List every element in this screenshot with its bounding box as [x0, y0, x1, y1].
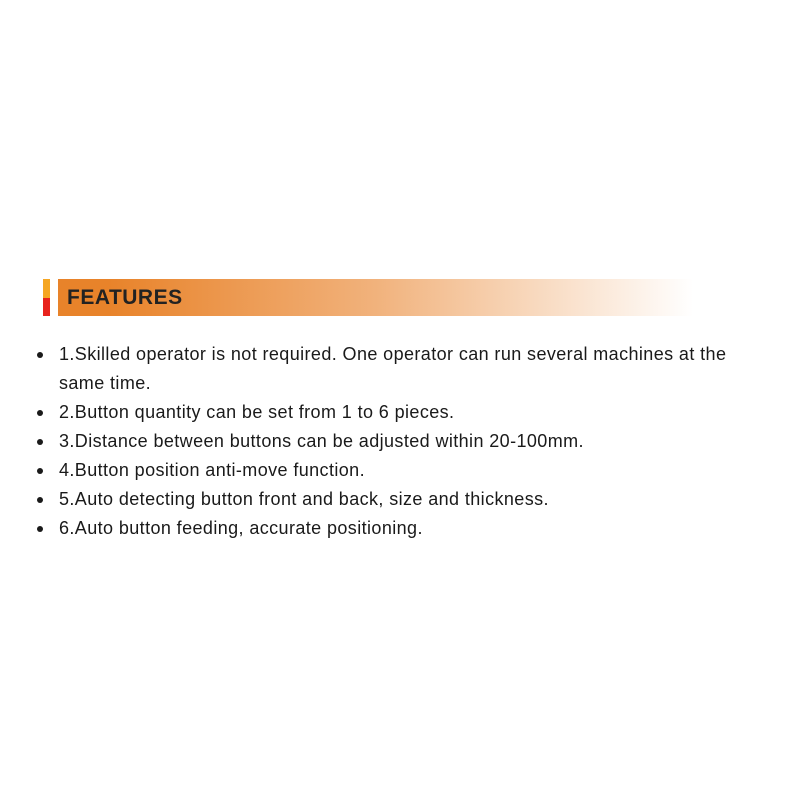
feature-text: 6.Auto button feeding, accurate positioning. [59, 518, 423, 538]
bullet-icon [37, 352, 43, 358]
accent-bar-top [43, 279, 50, 298]
feature-item [0, 456, 800, 485]
features-header [43, 279, 693, 316]
feature-item [0, 398, 800, 427]
feature-text: 2.Button quantity can be set from 1 to 6 pieces. [59, 402, 455, 422]
accent-bar-bottom [43, 298, 50, 316]
feature-item [0, 485, 800, 514]
section-title: FEATURES [67, 286, 183, 309]
bullet-icon [37, 439, 43, 445]
feature-item [0, 427, 800, 456]
feature-text: 5.Auto detecting button front and back, size and thickness. [59, 489, 549, 509]
feature-item [0, 514, 800, 543]
bullet-icon [37, 410, 43, 416]
feature-text: 4.Button position anti-move function. [59, 460, 365, 480]
bullet-icon [37, 526, 43, 532]
feature-list [0, 340, 800, 543]
feature-item [0, 340, 800, 398]
feature-text: 3.Distance between buttons can be adjusted within 20-100mm. [59, 431, 584, 451]
feature-text: 1.Skilled operator is not required. One operator can run several machines at the same time. [59, 344, 727, 393]
accent-bar [43, 279, 50, 316]
bullet-icon [37, 468, 43, 474]
bullet-icon [37, 497, 43, 503]
